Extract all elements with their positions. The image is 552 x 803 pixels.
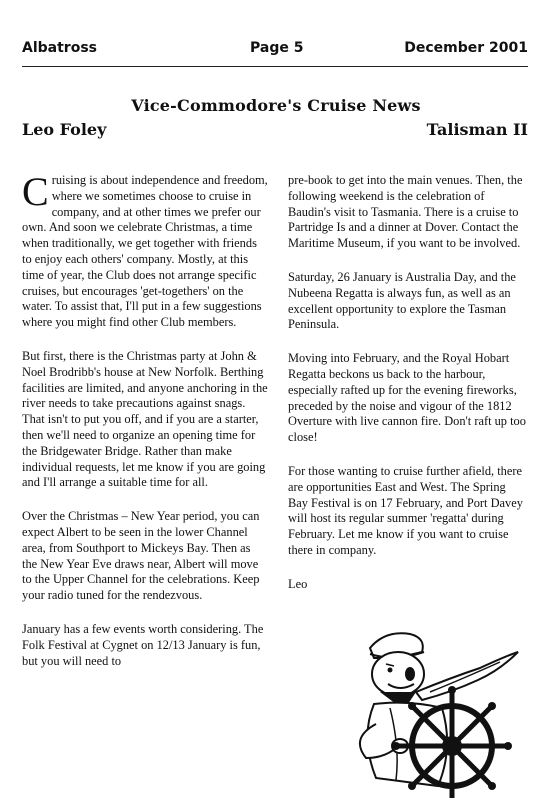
page-number: Page 5 bbox=[250, 40, 304, 56]
signoff: Leo bbox=[288, 576, 308, 591]
paragraph bbox=[22, 169, 268, 331]
header-rule bbox=[22, 66, 528, 67]
right-column bbox=[288, 173, 528, 611]
drop-cap: C bbox=[22, 169, 49, 214]
article-headline: Vice-Commodore's Cruise News bbox=[131, 96, 421, 115]
paragraph: But first, there is the Christmas party at John & Noel Brodribb's house at New Norfolk. Berthing facilities are limited, and anyone anchoring in the river needs to take precautions against snags. That isn't to put you off, and if you are a starter, then we'll need to organize an opening time for the Bridgewater Bridge. Rather than make individual requests, let me know if you are going and I'll arrange a suitable time for all. bbox=[22, 348, 268, 490]
paragraph: Saturday, 26 January is Australia Day, and the Nubeena Regatta is always fun, as well as an excellent opportunity to explore the Tasman Peninsula. bbox=[288, 269, 516, 332]
issue-date: December 2001 bbox=[404, 40, 528, 56]
paragraph: For those wanting to cruise further afield, there are opportunities East and West. The Spring Bay Festival is on 17 February, and Port Davey will host its regular summer 'regatta' during February. Let me know if you want to cruise there in company. bbox=[288, 463, 523, 557]
article-author: Leo Foley bbox=[22, 120, 107, 139]
boat-name: Talisman II bbox=[426, 120, 528, 139]
paragraph: pre-book to get into the main venues. Then, the following weekend is the celebration of Baudin's visit to Tasmania. There is a cruise to Partridge Is and a dinner at Dover. Contact the Maritime Museum, if you want to be involved. bbox=[288, 173, 523, 251]
paragraph: Moving into February, and the Royal Hobart Regatta beckons us back to the harbour, especially rafted up for the evening fireworks, preceded by the noise and vigour of the 1812 Overture with live cannon fire. Don't raft up too close! bbox=[288, 351, 526, 445]
publication-name: Albatross bbox=[22, 40, 97, 56]
paragraph: Over the Christmas – New Year period, you can expect Albert to be seen in the lower Channel area, from Southport to Mickeys Bay. Then as the New Year Eve draws near, Albert will move to the Upper Channel for the celebrations. Keep your radio tuned for the rendezvous. bbox=[22, 509, 260, 603]
paragraph: January has a few events worth considering. The Folk Festival at Cygnet on 12/13 January is fun, but you will need to bbox=[22, 621, 264, 668]
page-header bbox=[22, 40, 528, 66]
paragraph-text: ruising is about independence and freedom, where we sometimes choose to cruise in company, and at other times we prefer our own. And soon we celebrate Christmas, a time when traditionally, we get together with friends to enjoy each others' company. Mostly, at this time of year, the Club does not arrange specific cruises, but encourages 'get-togethers' on the water. To assist that, I'll put in a few suggestions where you might find other Club members. bbox=[22, 173, 268, 330]
left-column bbox=[22, 169, 268, 687]
sailor-at-ships-wheel-icon bbox=[330, 608, 530, 798]
